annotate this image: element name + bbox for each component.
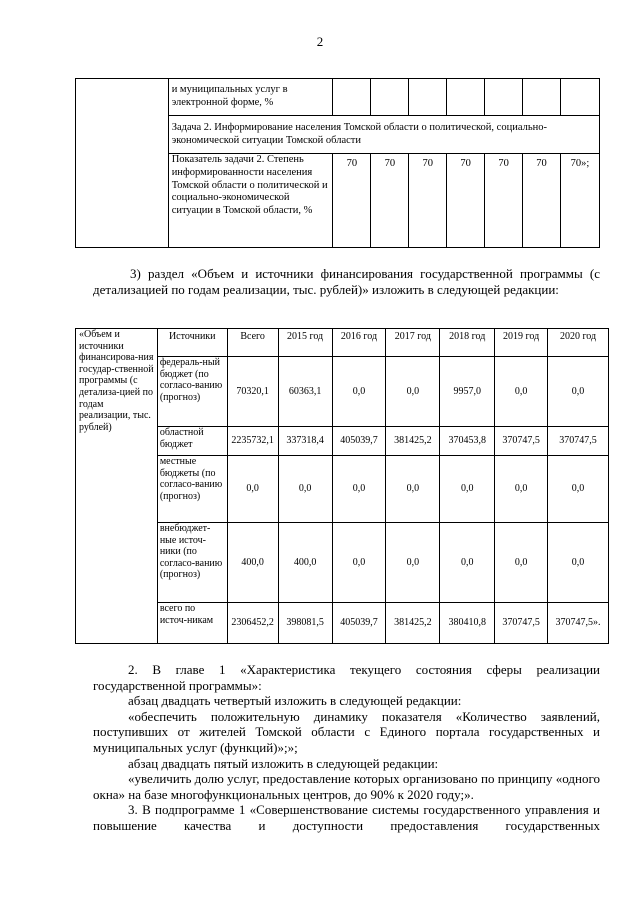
header-year: 2019 год — [495, 329, 548, 357]
section3-paragraph — [93, 266, 600, 298]
table-cell: 0,0 — [495, 357, 548, 427]
paragraph: 3. В подпрограмме 1 «Совершенствование системы государственного управления и повышение качества и доступности предоставления государственных — [93, 802, 600, 833]
header-year: 2018 год — [440, 329, 495, 357]
table-cell: 0,0 — [440, 523, 495, 603]
body-text — [93, 662, 600, 834]
table-cell: 0,0 — [495, 523, 548, 603]
indicator-value: 70»; — [560, 154, 599, 248]
table-cell: 0,0 — [227, 456, 278, 523]
table-cell: 0,0 — [332, 523, 386, 603]
table-cell: 0,0 — [548, 357, 609, 427]
indicator-value: 70 — [523, 154, 561, 248]
table-cell: 370747,5 — [548, 427, 609, 456]
empty-left-cell — [76, 79, 169, 248]
indicator-label: Показатель задачи 2. Степень информированности населения Томской области о политической и социально-экономической ситуации в Томской области, % — [168, 154, 333, 248]
table-cell: 400,0 — [227, 523, 278, 603]
table-cell: 0,0 — [548, 456, 609, 523]
paragraph: 2. В главе 1 «Характеристика текущего состояния сферы реализации государственной программы»: — [93, 662, 600, 693]
table-cell: 370453,8 — [440, 427, 495, 456]
page-number: 2 — [316, 34, 324, 49]
source-local: местные бюджеты (по согласо-ванию (прогноз) — [157, 456, 227, 523]
table-cell: 398081,5 — [278, 603, 332, 644]
table-cell: 0,0 — [386, 357, 440, 427]
table-cell: 380410,8 — [440, 603, 495, 644]
table-cell: 0,0 — [386, 523, 440, 603]
table-cell: 9957,0 — [440, 357, 495, 427]
indicator-value: 70 — [485, 154, 523, 248]
service-row-label: и муниципальных услуг в электронной форме, % — [168, 79, 333, 116]
table-cell: 2235732,1 — [227, 427, 278, 456]
task2-heading: Задача 2. Информирование населения Томской области о политической, социально-экономической ситуации Томской области — [168, 116, 599, 154]
paragraph: абзац двадцать пятый изложить в следующей редакции: — [128, 755, 439, 771]
task-indicator-table — [75, 78, 600, 248]
source-total: всего по источ-никам — [157, 603, 227, 644]
indicator-value: 70 — [447, 154, 485, 248]
table-cell: 70320,1 — [227, 357, 278, 427]
section3-text: 3) раздел «Объем и источники финансирования государственной программы (с детализацией по годам реализации, тыс. рублей)» изложить в следующей редакции: — [93, 266, 600, 297]
table-cell: 0,0 — [548, 523, 609, 603]
paragraph: «увеличить долю услуг, предоставление которых организовано по принципу «одного окна» на базе многофункциональных центров, до 90% к 2020 году;». — [93, 771, 600, 802]
funding-table — [75, 328, 609, 644]
header-year: 2017 год — [386, 329, 440, 357]
table-cell: 0,0 — [332, 456, 386, 523]
header-sources: Источники — [157, 329, 227, 357]
table-cell: 0,0 — [440, 456, 495, 523]
table-cell: 370747,5». — [548, 603, 609, 644]
table-cell: 0,0 — [495, 456, 548, 523]
table-cell: 370747,5 — [495, 427, 548, 456]
source-regional: областной бюджет — [157, 427, 227, 456]
source-extrabudgetary: внебюджет-ные источ-ники (по согласо-ванию (прогноз) — [157, 523, 227, 603]
table-cell: 405039,7 — [332, 427, 386, 456]
paragraph: «обеспечить положительную динамику показателя «Количество заявлений, поступивших от жителей Томской области с Единого портала государственных и муниципальных услуг (функций)»;»; — [93, 708, 600, 755]
paragraph: абзац двадцать четвертый изложить в следующей редакции: — [128, 693, 462, 709]
header-year: 2016 год — [332, 329, 386, 357]
table-cell: 337318,4 — [278, 427, 332, 456]
header-year: 2015 год — [278, 329, 332, 357]
funding-row-title: «Объем и источники финансирова-ния государ-ственной программы (с детализа-цией по годам реализации, тыс. рублей) — [76, 329, 158, 644]
table-cell: 0,0 — [332, 357, 386, 427]
table-cell: 381425,2 — [386, 603, 440, 644]
indicator-value: 70 — [409, 154, 447, 248]
table-cell: 0,0 — [386, 456, 440, 523]
indicator-value: 70 — [333, 154, 371, 248]
indicator-value: 70 — [371, 154, 409, 248]
table-cell: 400,0 — [278, 523, 332, 603]
table-cell: 60363,1 — [278, 357, 332, 427]
table-cell: 370747,5 — [495, 603, 548, 644]
header-total: Всего — [227, 329, 278, 357]
header-year: 2020 год — [548, 329, 609, 357]
table-cell: 2306452,2 — [227, 603, 278, 644]
source-federal: федераль-ный бюджет (по согласо-ванию (прогноз) — [157, 357, 227, 427]
table-cell: 405039,7 — [332, 603, 386, 644]
table-cell: 0,0 — [278, 456, 332, 523]
table-cell: 381425,2 — [386, 427, 440, 456]
